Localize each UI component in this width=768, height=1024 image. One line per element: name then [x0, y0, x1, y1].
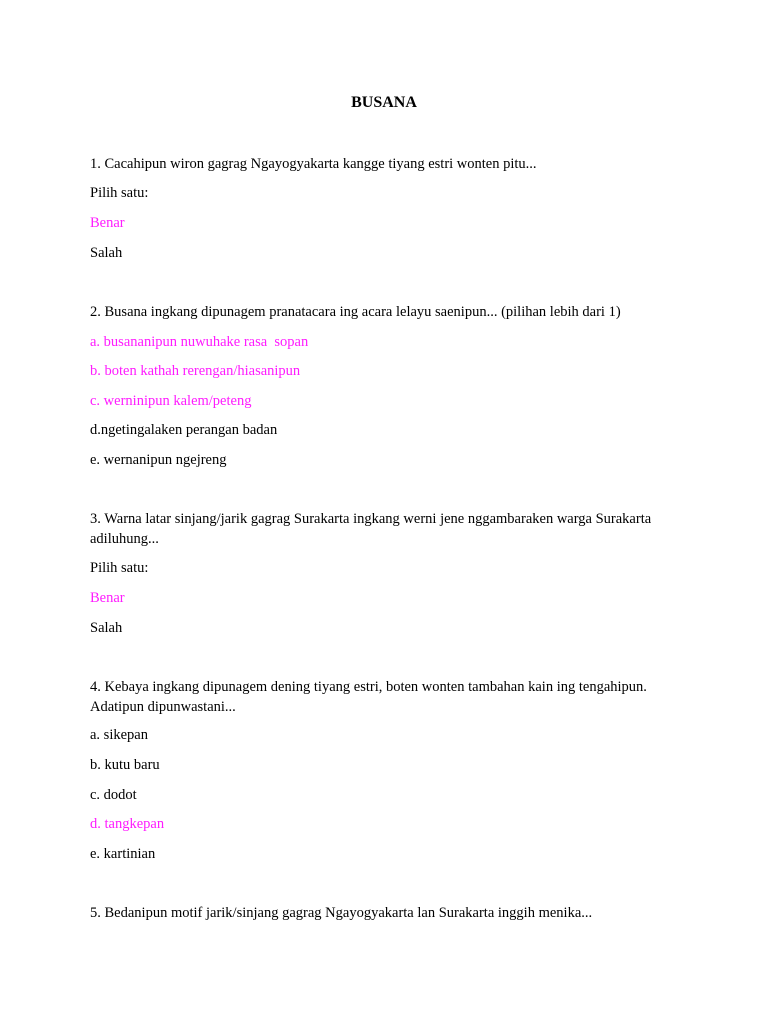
question-4-text-line-1: 4. Kebaya ingkang dipunagem dening tiyang estri, boten wonten tambahan kain ing tengahipun.: [90, 679, 647, 695]
question-1-option-benar: Benar: [90, 215, 125, 231]
question-4-option-a: a. sikepan: [90, 727, 148, 743]
question-4-text-line-2: Adatipun dipunwastani...: [90, 699, 236, 715]
question-2-option-a: a. busananipun nuwuhake rasa sopan: [90, 334, 309, 350]
question-1-text: 1. Cacahipun wiron gagrag Ngayogyakarta kangge tiyang estri wonten pitu...: [90, 156, 537, 172]
question-3-option-benar: Benar: [90, 590, 125, 606]
question-5-text: 5. Bedanipun motif jarik/sinjang gagrag Ngayogyakarta lan Surakarta inggih menika...: [90, 905, 593, 921]
question-2-option-e: e. wernanipun ngejreng: [90, 452, 227, 468]
question-3-option-salah: Salah: [90, 620, 123, 636]
question-3-text-line-1: 3. Warna latar sinjang/jarik gagrag Surakarta ingkang werni jene nggambaraken warga Surakarta: [90, 511, 652, 527]
question-3-prompt: Pilih satu:: [90, 560, 149, 576]
question-4-option-c: c. dodot: [90, 787, 137, 803]
question-4-option-e: e. kartinian: [90, 846, 156, 862]
question-2-option-c: c. werninipun kalem/peteng: [90, 393, 252, 409]
question-3-text-line-2: adiluhung...: [90, 531, 159, 547]
question-4-option-d: d. tangkepan: [90, 816, 165, 832]
question-1-option-salah: Salah: [90, 245, 123, 261]
question-2-option-b: b. boten kathah rerengan/hiasanipun: [90, 363, 301, 379]
question-2-text: 2. Busana ingkang dipunagem pranatacara ing acara lelayu saenipun... (pilihan lebih dari 1): [90, 304, 621, 320]
document-title: BUSANA: [351, 94, 417, 111]
question-1-prompt: Pilih satu:: [90, 185, 149, 201]
question-2-option-d: d.ngetingalaken perangan badan: [90, 422, 278, 438]
question-4-option-b: b. kutu baru: [90, 757, 160, 773]
